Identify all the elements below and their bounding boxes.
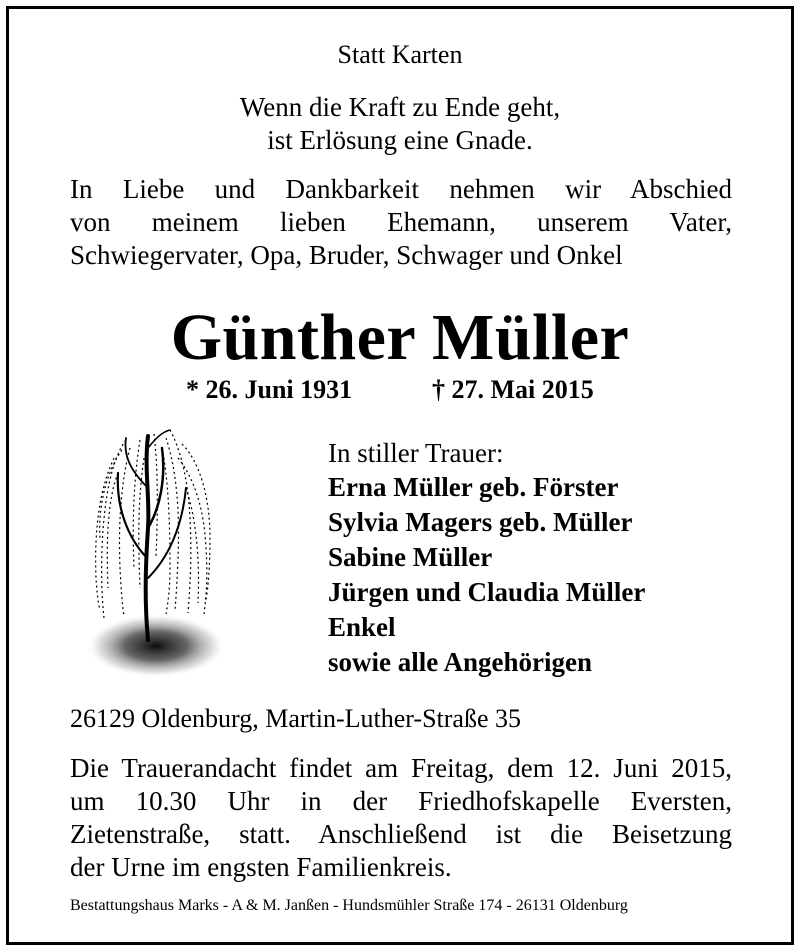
- quote-line: ist Erlösung eine Gnade.: [267, 125, 533, 155]
- mourner-name: Sylvia Magers geb. Müller: [328, 507, 633, 537]
- mourner-name: Sabine Müller: [328, 542, 493, 572]
- funeral-home-footer: Bestattungshaus Marks - A & M. Janßen - Hundsmühler Straße 174 - 26131 Oldenburg: [70, 897, 628, 914]
- quote-line: Wenn die Kraft zu Ende geht,: [239, 92, 561, 122]
- mourner-name: Jürgen und Claudia Müller: [328, 577, 646, 607]
- deceased-name: Günther Müller: [170, 301, 630, 374]
- intro-line: In Liebe und Dankbarkeit nehmen wir Abschied: [70, 174, 732, 204]
- weeping-willow-icon: [78, 418, 228, 683]
- service-line: Die Trauerandacht findet am Freitag, dem 12. Juni 2015,: [70, 753, 732, 783]
- family-address: 26129 Oldenburg, Martin-Luther-Straße 35: [70, 704, 522, 733]
- service-info: [70, 752, 732, 884]
- statt-karten-line: Statt Karten: [337, 40, 463, 69]
- death-date: † 27. Mai 2015: [432, 375, 594, 404]
- intro-line: Schwiegervater, Opa, Bruder, Schwager und Onkel: [70, 240, 623, 270]
- intro-text: [70, 173, 732, 272]
- service-line: um 10.30 Uhr in der Friedhofskapelle Eversten,: [70, 786, 732, 816]
- mourner-name: Erna Müller geb. Förster: [328, 472, 619, 502]
- quote: [0, 91, 800, 157]
- mourners-heading: In stiller Trauer:: [328, 438, 504, 468]
- service-line: Zietenstraße, statt. Anschließend ist die Beisetzung: [70, 819, 732, 849]
- service-line: der Urne im engsten Familienkreis.: [70, 852, 452, 882]
- mourner-name: sowie alle Angehörigen: [328, 647, 592, 677]
- mourner-name: Enkel: [328, 612, 396, 642]
- intro-line: von meinem lieben Ehemann, unserem Vater,: [70, 207, 732, 237]
- birth-date: * 26. Juni 1931: [186, 375, 353, 404]
- mourners-block: [328, 436, 645, 680]
